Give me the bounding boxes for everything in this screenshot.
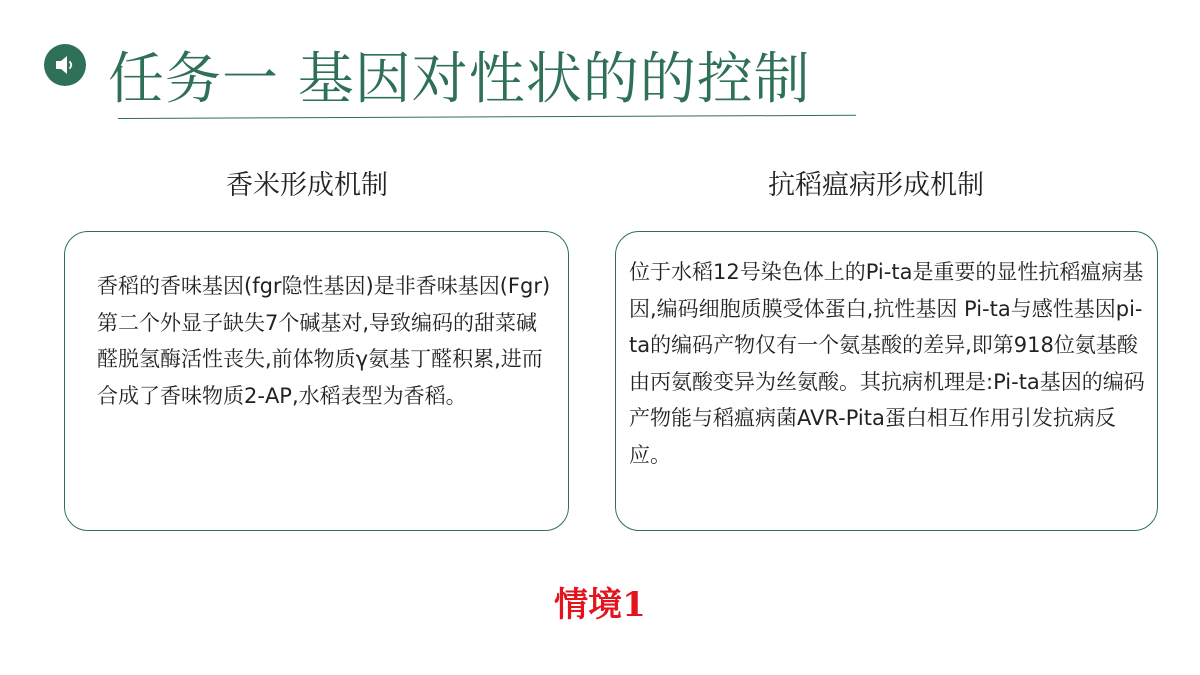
header-badge — [44, 44, 86, 86]
speaker-icon — [53, 53, 77, 77]
fragrant-rice-text: 香稻的香味基因(fgr隐性基因)是非香味基因(Fgr)第二个外显子缺失7个碱基对,导致编码的甜菜碱醛脱氢酶活性丧失,前体物质γ氨基丁醛积累,进而合成了香味物质2-AP,水稻表型为香稻。 — [97, 274, 551, 408]
section-title-fragrant-rice: 香米形成机制 — [226, 170, 388, 201]
section-title-blast-resistance: 抗稻瘟病形成机制 — [768, 170, 984, 201]
fragrant-rice-card — [64, 231, 569, 531]
blast-resistance-card — [615, 231, 1158, 531]
blast-resistance-text: 位于水稻12号染色体上的Pi-ta是重要的显性抗稻瘟病基因,编码细胞质膜受体蛋白,抗性基因 Pi-ta与感性基因pi-ta的编码产物仅有一个氨基酸的差异,即第918位氨基酸由丙氨酸变异为丝氨酸。其抗病机理是:Pi-ta基因的编码产物能与稻瘟病菌AVR-Pita蛋白相互作用引发抗病反应。 — [629, 260, 1145, 467]
page-title: 任务一 基因对性状的的控制 — [108, 47, 811, 112]
scenario-label: 情境1 — [554, 585, 646, 625]
